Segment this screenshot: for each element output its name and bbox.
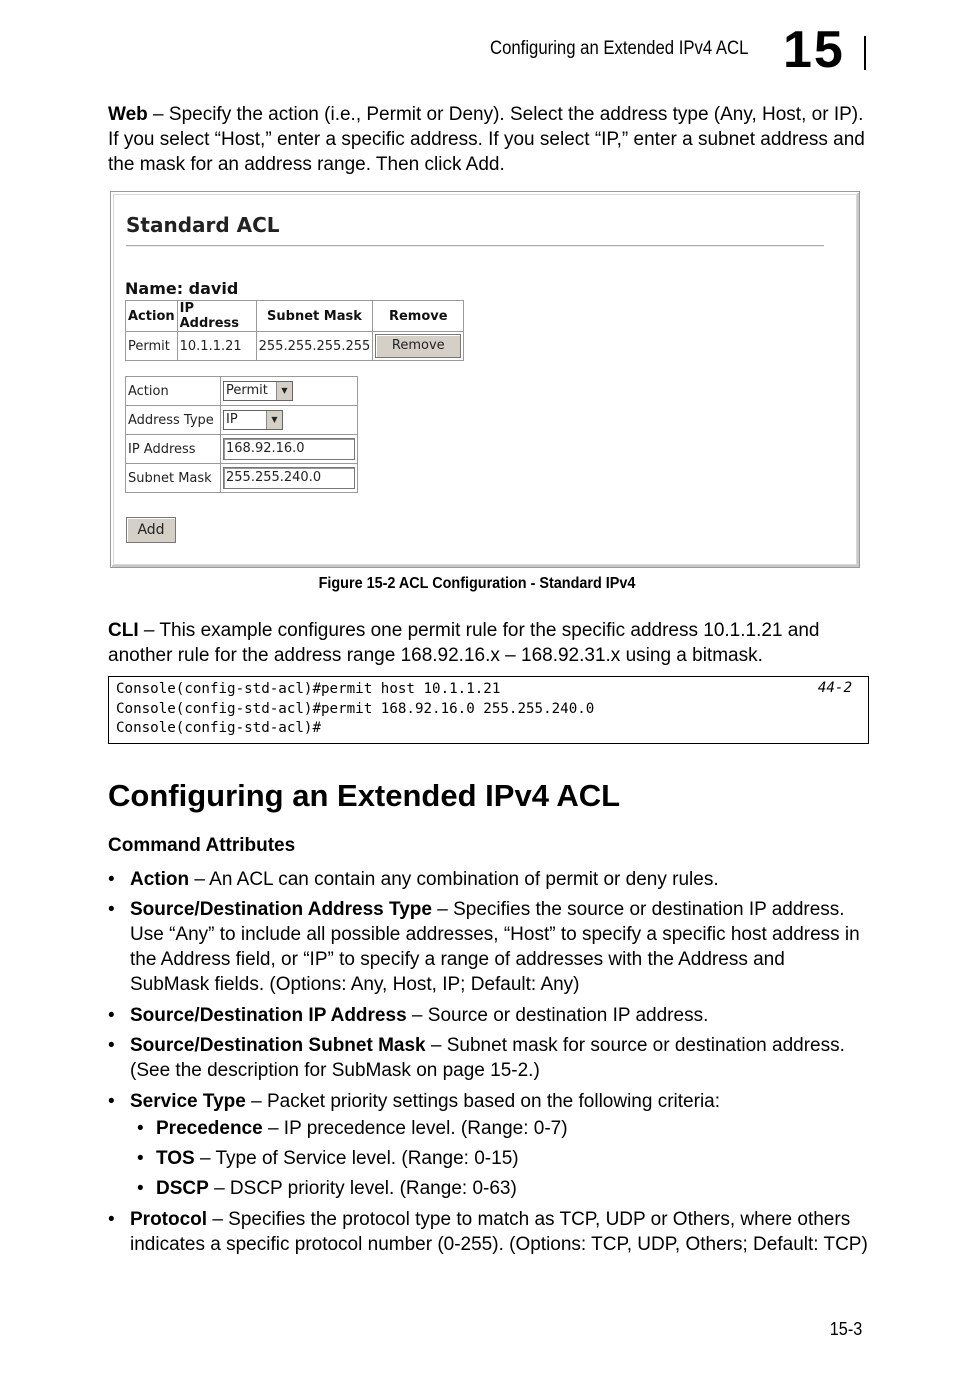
code-line: Console(config-std-acl)# — [116, 720, 321, 736]
action-select-value: Permit — [226, 383, 268, 398]
bullet-icon: • — [108, 1035, 115, 1056]
subnet-mask-input[interactable]: 255.255.240.0 — [223, 467, 355, 489]
row-action: Permit — [126, 332, 178, 361]
add-button[interactable]: Add — [126, 517, 176, 543]
bullet-icon: • — [137, 1118, 144, 1139]
ip-address-label: IP Address — [126, 435, 221, 464]
chapter-number: 15 — [783, 21, 845, 79]
dropdown-arrow-icon: ▼ — [266, 411, 282, 429]
table-row — [126, 332, 464, 361]
running-header-title: Configuring an Extended IPv4 ACL — [490, 38, 749, 59]
page-number: 15-3 — [829, 1319, 863, 1339]
web-paragraph — [108, 102, 868, 177]
cli-paragraph — [108, 618, 868, 668]
rules-table — [125, 300, 464, 361]
bullet-icon: • — [108, 1005, 115, 1026]
add-rule-form — [125, 376, 358, 493]
bullet-icon: • — [108, 899, 115, 920]
web-text: – Specify the action (i.e., Permit or Deny). Select the address type (Any, Host, or IP). If you select “Host,” enter a specific address. If you select “IP,” enter a subnet address and the mask for an address range. Then click Add. — [108, 104, 865, 175]
code-line: Console(config-std-acl)#permit 168.92.16.0 255.255.240.0 — [116, 700, 595, 717]
row-ip: 10.1.1.21 — [177, 332, 256, 361]
acl-title: Standard ACL — [126, 213, 280, 237]
remove-button[interactable]: Remove — [375, 334, 461, 358]
cli-text: – This example configures one permit rule for the specific address 10.1.1.21 and another rule for the address range 168.92.16.x – 168.92.31.x using a bitmask. — [108, 620, 820, 666]
bullet-icon: • — [137, 1178, 144, 1199]
action-label: Action — [126, 377, 221, 406]
dropdown-arrow-icon: ▼ — [276, 382, 292, 400]
cli-term: CLI — [108, 620, 139, 641]
subheading: Command Attributes — [108, 835, 296, 856]
command-reference: 44-2 — [817, 680, 852, 696]
bullet-icon: • — [108, 1209, 115, 1230]
subnet-mask-label: Subnet Mask — [126, 464, 221, 493]
bullet-icon: • — [108, 1091, 115, 1112]
header-rule — [864, 36, 866, 70]
acl-name-label: Name: david — [125, 279, 239, 298]
title-divider — [126, 245, 824, 247]
col-ip-address: IP Address — [177, 301, 256, 332]
bullet-icon: • — [108, 869, 115, 890]
web-term: Web — [108, 104, 148, 125]
bullet-icon: • — [137, 1148, 144, 1169]
address-type-label: Address Type — [126, 406, 221, 435]
col-action: Action — [126, 301, 178, 332]
col-remove: Remove — [373, 301, 464, 332]
address-type-select-value: IP — [226, 412, 238, 427]
rules-header-row — [126, 301, 464, 332]
row-mask: 255.255.255.255 — [256, 332, 373, 361]
figure-caption: Figure 15-2 ACL Configuration - Standard IPv4 — [318, 575, 636, 592]
action-select[interactable] — [223, 381, 293, 401]
col-subnet-mask: Subnet Mask — [256, 301, 373, 332]
section-heading: Configuring an Extended IPv4 ACL — [108, 778, 621, 813]
ip-address-input[interactable]: 168.92.16.0 — [223, 438, 355, 460]
cli-code-block — [108, 676, 869, 744]
code-line: Console(config-std-acl)#permit host 10.1.1.21 — [116, 681, 501, 697]
address-type-select[interactable] — [223, 410, 283, 430]
